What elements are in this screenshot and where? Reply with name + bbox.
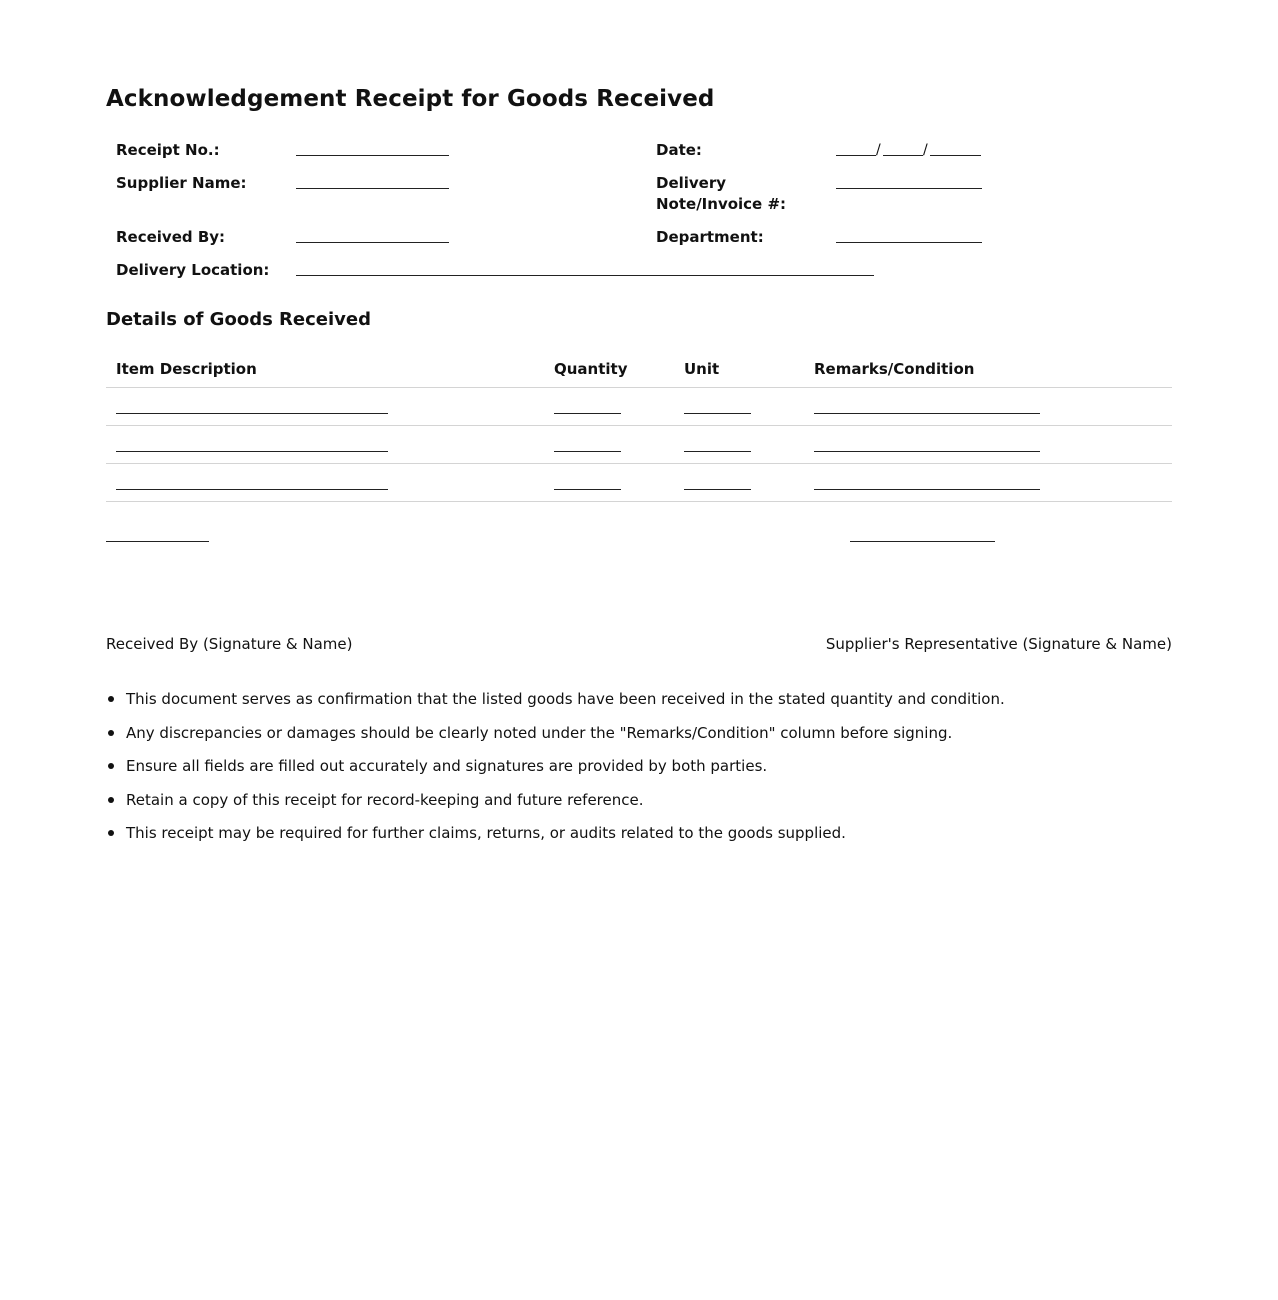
bullet-icon xyxy=(108,763,114,769)
row-1-item-description-blank[interactable] xyxy=(116,413,388,414)
note-item xyxy=(126,755,1172,777)
delivery-note-blank[interactable] xyxy=(836,188,982,189)
column-header-quantity: Quantity xyxy=(554,360,628,378)
date-year-blank[interactable] xyxy=(930,155,981,156)
supplier-name-label: Supplier Name: xyxy=(116,174,247,192)
supplier-rep-signature-line[interactable] xyxy=(850,541,995,542)
note-item xyxy=(126,688,1172,710)
bullet-icon xyxy=(108,797,114,803)
column-header-unit: Unit xyxy=(684,360,720,378)
date-day-blank[interactable] xyxy=(836,155,876,156)
row-3-item-description-blank[interactable] xyxy=(116,489,388,490)
note-text: Any discrepancies or damages should be clearly noted under the "Remarks/Condition" column before signing. xyxy=(126,723,953,742)
delivery-note-label: Delivery Note/Invoice #: xyxy=(656,174,787,213)
department-label: Department: xyxy=(656,228,764,246)
goods-section-title: Details of Goods Received xyxy=(106,309,371,330)
received-by-label: Received By: xyxy=(116,228,226,246)
bullet-icon xyxy=(108,696,114,702)
row-2-unit-blank[interactable] xyxy=(684,451,751,452)
delivery-location-blank[interactable] xyxy=(296,275,874,276)
row-3-unit-blank[interactable] xyxy=(684,489,751,490)
note-item xyxy=(126,789,1172,811)
delivery-location-label: Delivery Location: xyxy=(116,261,270,279)
document-title: Acknowledgement Receipt for Goods Received xyxy=(106,86,715,112)
received-by-signature-label: Received By (Signature & Name) xyxy=(106,635,353,653)
column-header-remarks: Remarks/Condition xyxy=(814,360,975,378)
row-3-remarks-blank[interactable] xyxy=(814,489,1040,490)
table-row-divider xyxy=(106,425,1172,426)
date-month-blank[interactable] xyxy=(883,155,923,156)
note-text: This document serves as confirmation that the listed goods have been received in the stated quantity and condition. xyxy=(126,690,1005,708)
received-by-blank[interactable] xyxy=(296,242,449,243)
row-1-remarks-blank[interactable] xyxy=(814,413,1040,414)
note-text: Retain a copy of this receipt for record-keeping and future reference. xyxy=(126,790,644,809)
date-separator-1: / xyxy=(876,142,881,158)
row-1-unit-blank[interactable] xyxy=(684,413,751,414)
table-row-divider xyxy=(106,501,1172,502)
note-text: Ensure all fields are filled out accurately and signatures are provided by both parties. xyxy=(126,757,768,775)
row-1-quantity-blank[interactable] xyxy=(554,413,621,414)
date-label: Date: xyxy=(656,141,702,159)
date-separator-2: / xyxy=(923,142,928,158)
bullet-icon xyxy=(108,830,114,836)
note-text: This receipt may be required for further claims, returns, or audits related to the goods supplied. xyxy=(126,824,846,842)
row-3-quantity-blank[interactable] xyxy=(554,489,621,490)
note-item xyxy=(126,822,1172,844)
notes-list xyxy=(106,688,1172,856)
receipt-no-blank[interactable] xyxy=(296,155,449,156)
note-item xyxy=(126,722,1172,744)
column-header-item-description: Item Description xyxy=(116,360,257,378)
supplier-rep-signature-label: Supplier's Representative (Signature & Name) xyxy=(825,635,1172,653)
department-blank[interactable] xyxy=(836,242,982,243)
row-2-remarks-blank[interactable] xyxy=(814,451,1040,452)
table-row-divider xyxy=(106,463,1172,464)
received-by-signature-line[interactable] xyxy=(106,541,209,542)
bullet-icon xyxy=(108,730,114,736)
receipt-no-label: Receipt No.: xyxy=(116,141,220,159)
supplier-name-blank[interactable] xyxy=(296,188,449,189)
table-header-divider xyxy=(106,387,1172,388)
row-2-item-description-blank[interactable] xyxy=(116,451,388,452)
row-2-quantity-blank[interactable] xyxy=(554,451,621,452)
